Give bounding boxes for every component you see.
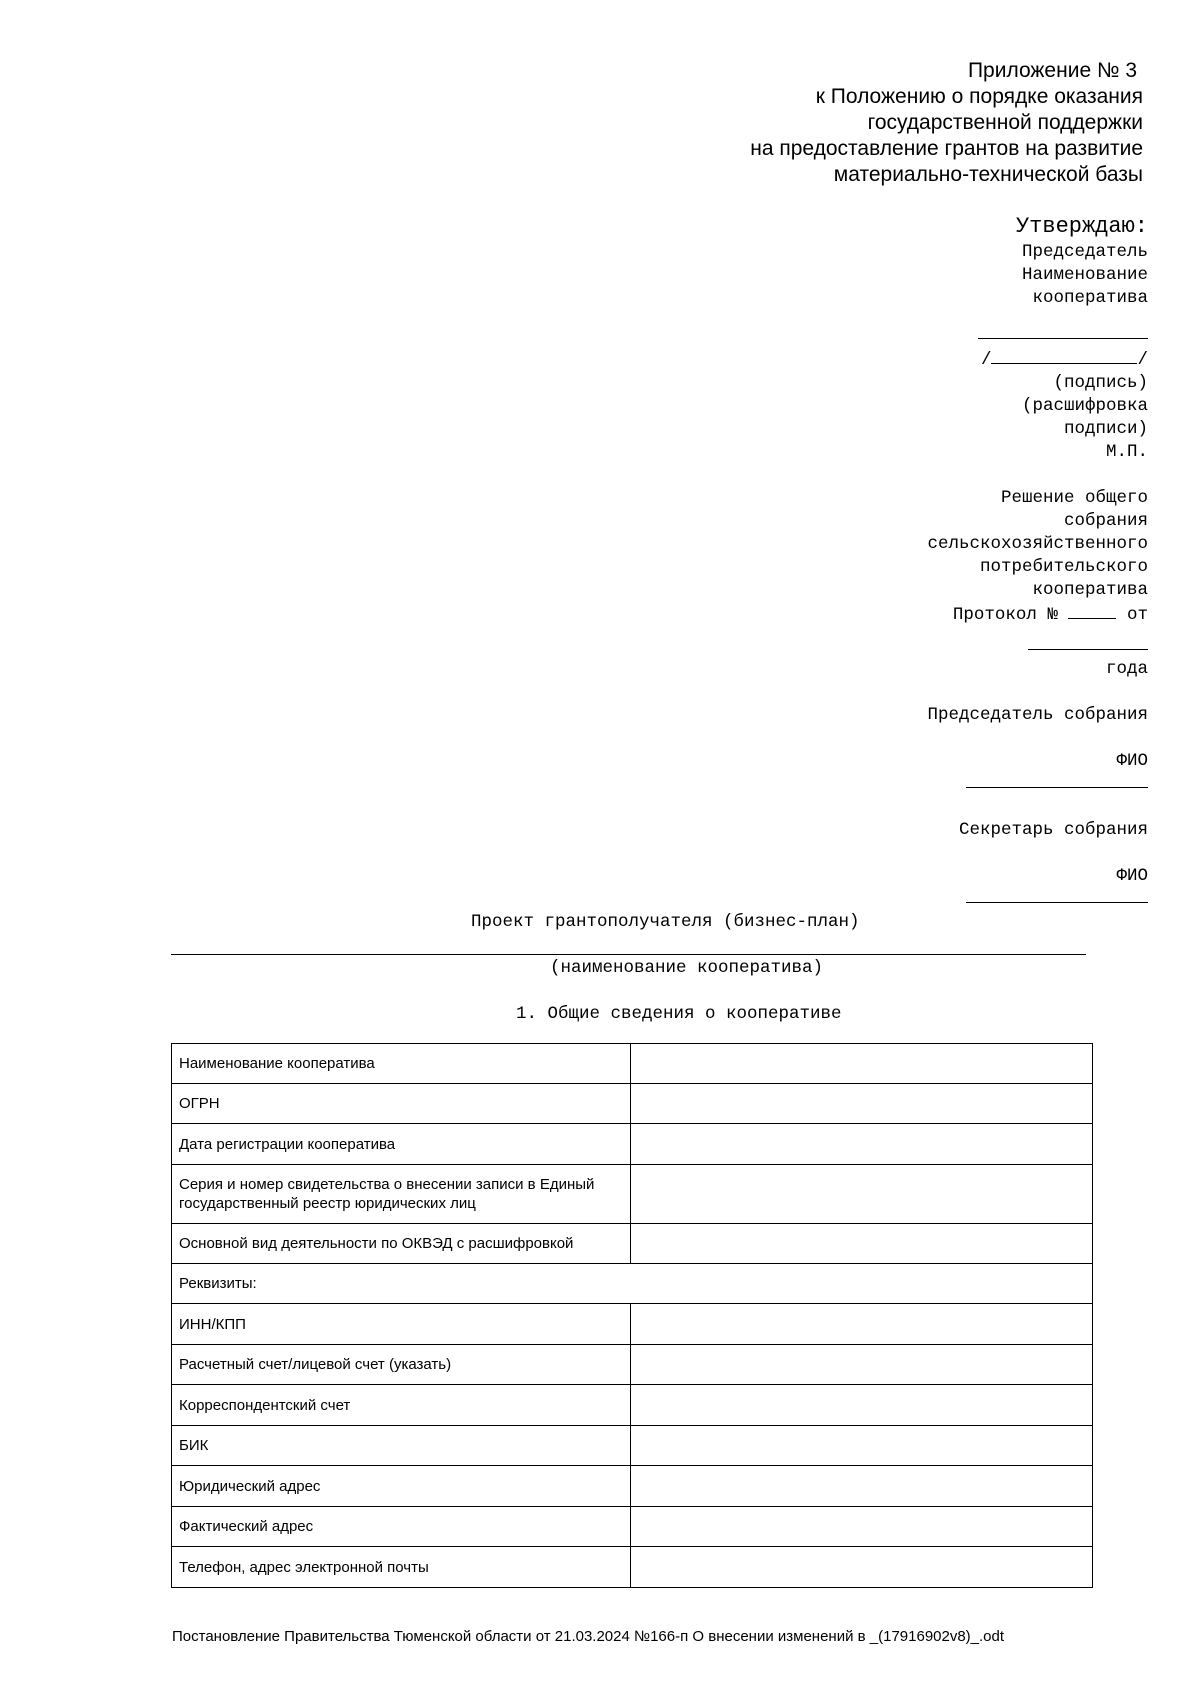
row-label: Корреспондентский счет — [172, 1385, 631, 1426]
row-value[interactable] — [631, 1124, 1093, 1165]
secretary-fio: ФИО — [1116, 866, 1148, 886]
row-value[interactable] — [631, 1385, 1093, 1426]
row-value[interactable] — [631, 1304, 1093, 1345]
row-value[interactable] — [631, 1507, 1093, 1547]
appendix-line: к Положению о порядке оказания — [815, 85, 1143, 108]
row-label: БИК — [172, 1426, 631, 1466]
row-value[interactable] — [631, 1084, 1093, 1124]
date-line — [927, 635, 1148, 658]
row-label: Телефон, адрес электронной почты — [172, 1547, 631, 1588]
cooperative-info-table — [171, 1043, 1093, 1588]
decision-line: кооператива — [1032, 580, 1148, 600]
footer-filename: Постановление Правительства Тюменской области от 21.03.2024 №166-п О внесении изменений в _(17916902v8)_.odt — [172, 1628, 1005, 1645]
decision-line: собрания — [1063, 511, 1148, 531]
appendix-line: государственной поддержки — [867, 111, 1143, 134]
approval-line: Председатель — [1021, 242, 1148, 262]
row-label: ИНН/КПП — [172, 1304, 631, 1345]
table-row — [172, 1426, 1093, 1466]
row-label: Серия и номер свидетельства о внесении записи в Единый государственный реестр юридических лиц — [172, 1165, 631, 1224]
appendix-title: Приложение № 3 — [967, 59, 1137, 82]
signature-caption: (подпись) — [1053, 373, 1148, 393]
decoding-caption: подписи) — [1063, 419, 1148, 439]
project-title: Проект грантополучателя (бизнес-план) — [471, 912, 860, 932]
cooperative-name-caption: (наименование кооператива) — [550, 958, 824, 978]
table-row — [172, 1264, 1093, 1304]
table-row — [172, 1385, 1093, 1426]
approval-block — [927, 213, 1148, 911]
row-label: Юридический адрес — [172, 1466, 631, 1507]
protocol-line: Протокол № от — [927, 602, 1148, 627]
row-label: ОГРН — [172, 1084, 631, 1124]
table-row — [172, 1466, 1093, 1507]
table-row — [172, 1084, 1093, 1124]
row-label: Фактический адрес — [172, 1507, 631, 1547]
table-row — [172, 1507, 1093, 1547]
row-value[interactable] — [631, 1547, 1093, 1588]
approval-line: Наименование — [1021, 265, 1148, 285]
table-row — [172, 1304, 1093, 1345]
table-row — [172, 1044, 1093, 1084]
decision-line: сельскохозяйственного — [927, 534, 1148, 554]
appendix-header — [750, 58, 1143, 188]
appendix-line: на предоставление грантов на развитие — [750, 137, 1143, 160]
row-value[interactable] — [631, 1345, 1093, 1385]
year-label: года — [1105, 659, 1148, 679]
row-value[interactable] — [631, 1165, 1093, 1224]
chairman-fio: ФИО — [1116, 751, 1148, 771]
table-row — [172, 1547, 1093, 1588]
section-title: 1. Общие сведения о кооперативе — [516, 1004, 842, 1024]
table-row — [172, 1345, 1093, 1385]
row-value[interactable] — [631, 1466, 1093, 1507]
signature-slashes: / / — [927, 347, 1148, 372]
decision-line: Решение общего — [1000, 488, 1148, 508]
secretary-sign-line — [927, 888, 1148, 911]
appendix-line: материально-технической базы — [833, 163, 1143, 186]
approval-heading: Утверждаю: — [1015, 214, 1148, 239]
secretary-label: Секретарь собрания — [958, 820, 1148, 840]
signature-line — [927, 324, 1148, 347]
table-row — [172, 1124, 1093, 1165]
row-value[interactable] — [631, 1426, 1093, 1466]
chairman-label: Председатель собрания — [927, 705, 1148, 725]
decoding-caption: (расшифровка — [1021, 396, 1148, 416]
row-value[interactable] — [631, 1224, 1093, 1264]
table-row — [172, 1165, 1093, 1224]
row-label: Основной вид деятельности по ОКВЭД с расшифровкой — [172, 1224, 631, 1264]
decision-line: потребительского — [979, 557, 1148, 577]
chairman-sign-line — [927, 773, 1148, 796]
row-label: Дата регистрации кооператива — [172, 1124, 631, 1165]
approval-line: кооператива — [1032, 288, 1148, 308]
table-row — [172, 1224, 1093, 1264]
row-label-span: Реквизиты: — [172, 1264, 1093, 1304]
row-label: Расчетный счет/лицевой счет (указать) — [172, 1345, 631, 1385]
row-value[interactable] — [631, 1044, 1093, 1084]
row-label: Наименование кооператива — [172, 1044, 631, 1084]
cooperative-name-line — [171, 954, 1086, 955]
stamp-label: М.П. — [1105, 442, 1148, 462]
